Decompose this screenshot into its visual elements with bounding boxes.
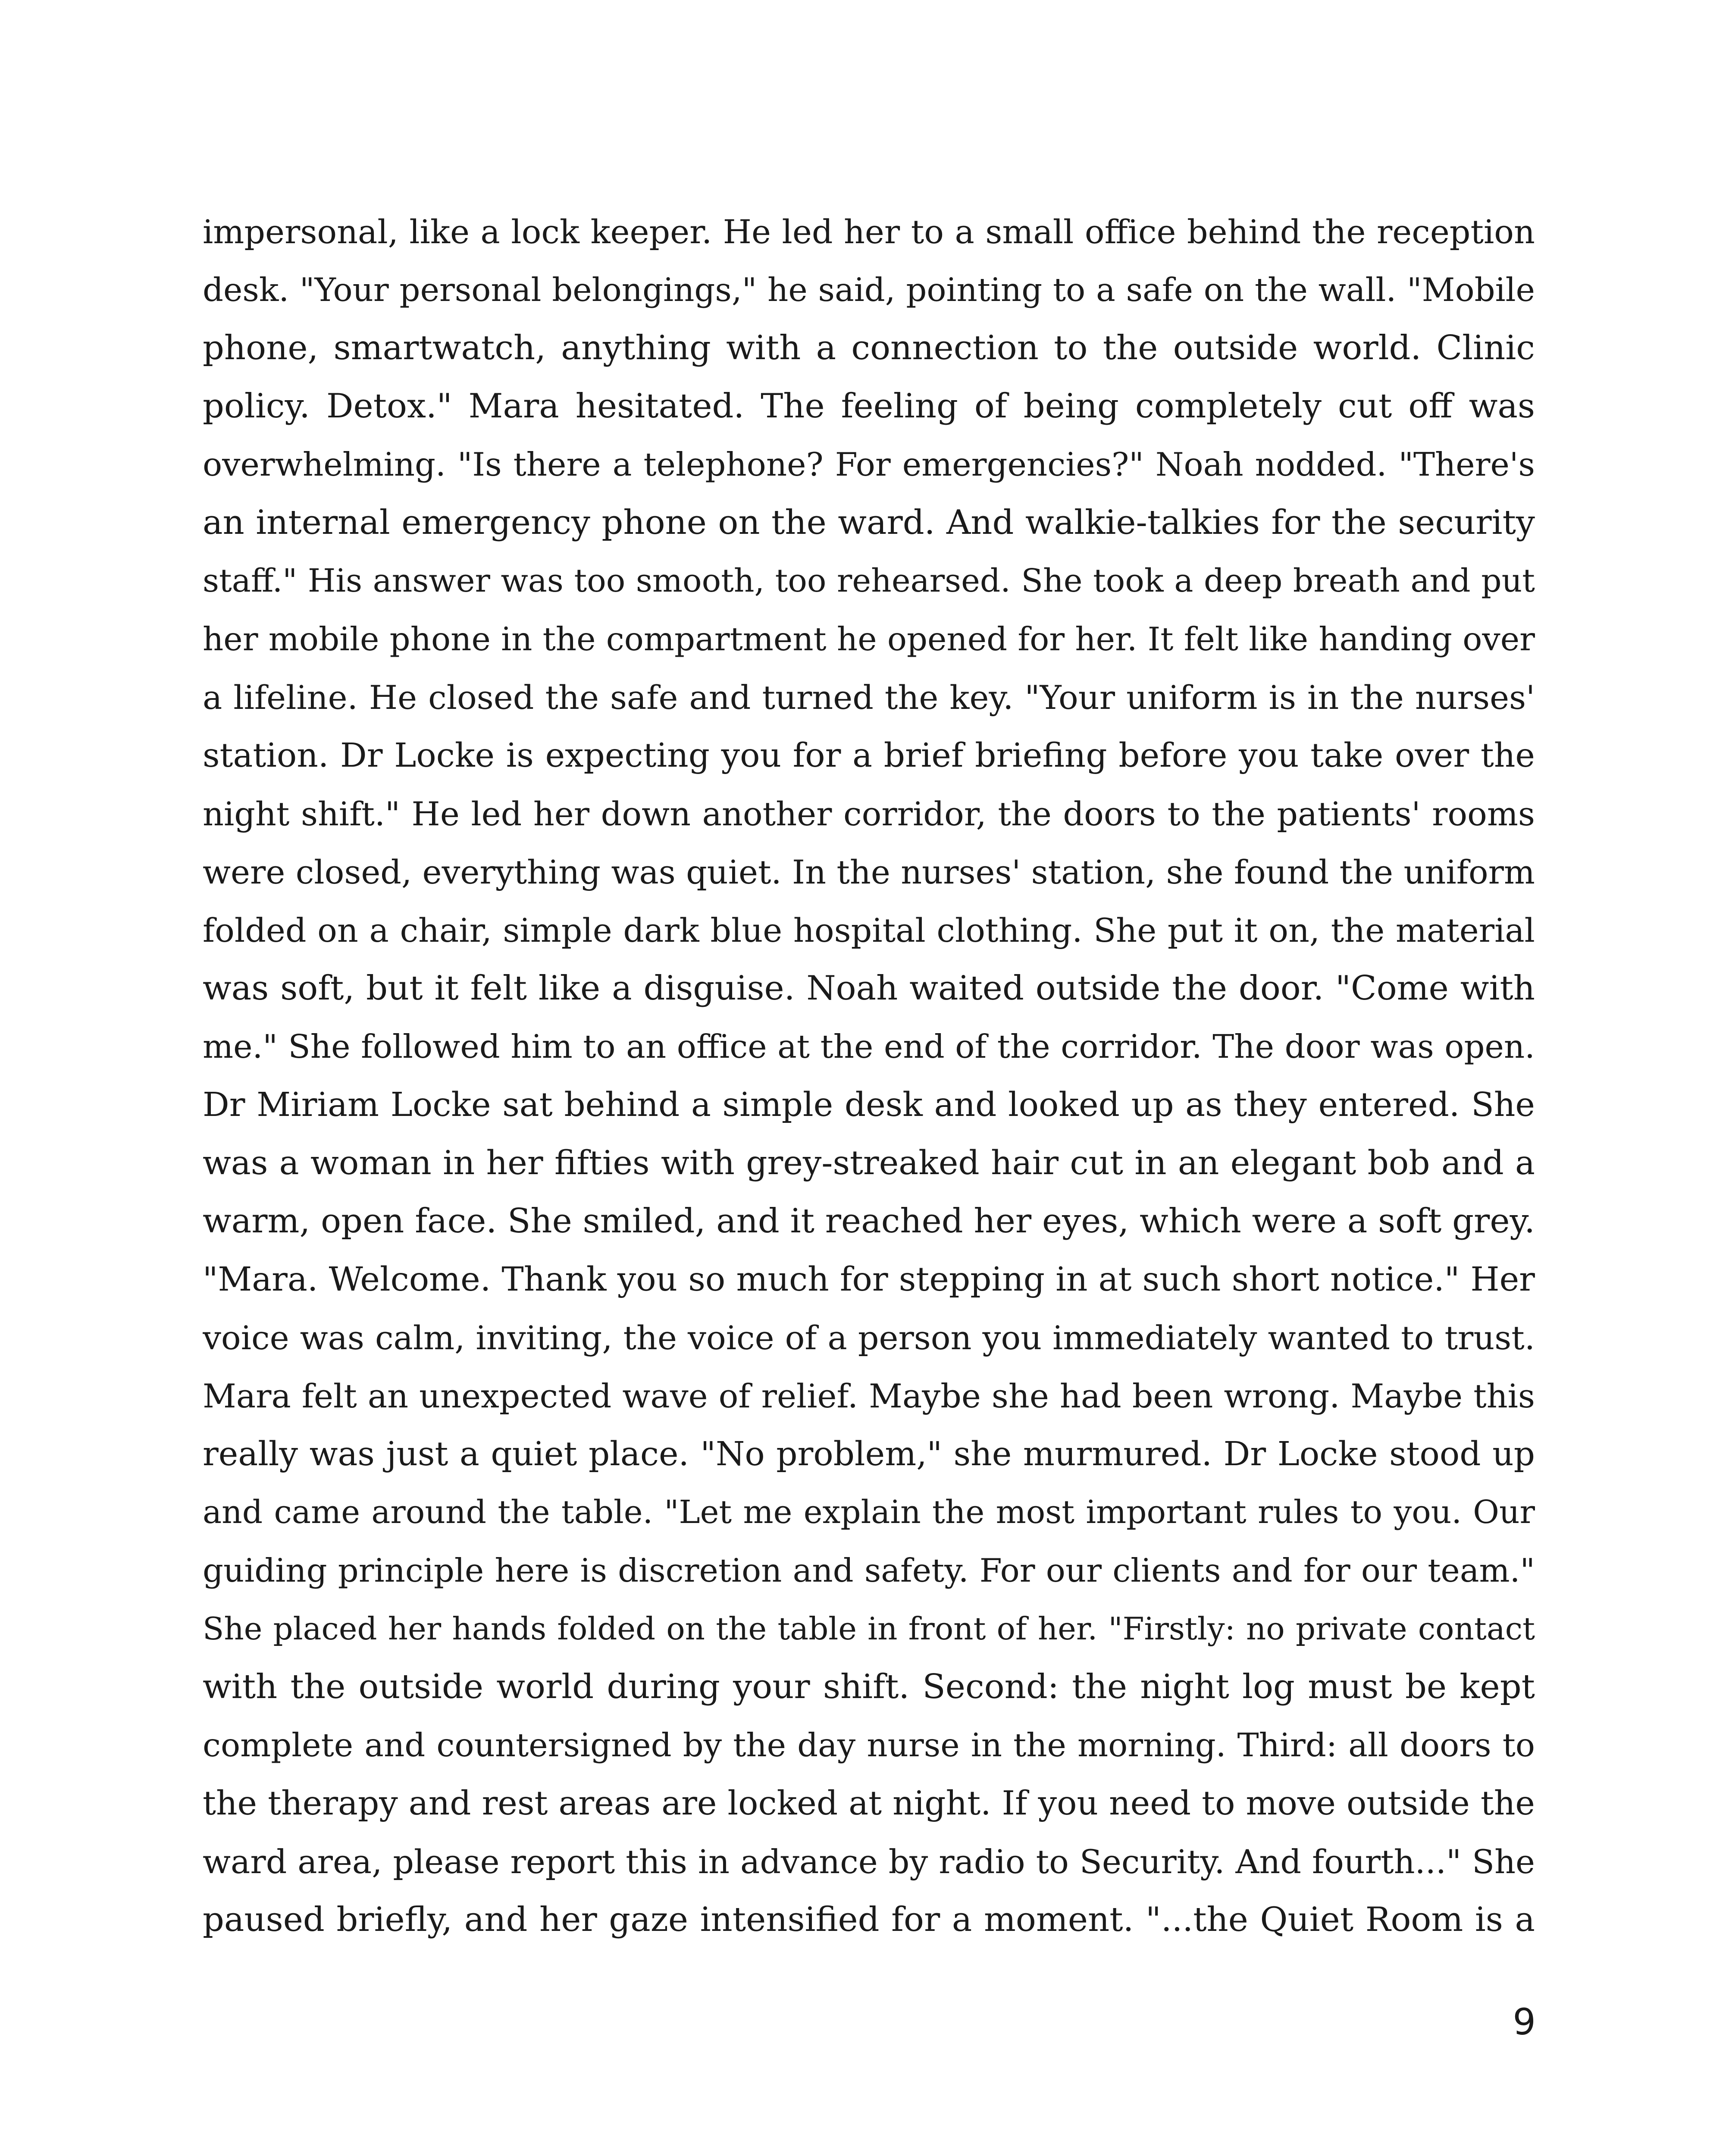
text-line: staff." His answer was too smooth, too rehearsed. She took a deep breath and put — [203, 562, 1535, 599]
text-line: voice was calm, inviting, the voice of a person you immediately wanted to trust. — [203, 1319, 1535, 1357]
text-line: complete and countersigned by the day nurse in the morning. Third: all doors to — [203, 1726, 1535, 1764]
text-line: with the outside world during your shift. Second: the night log must be kept — [203, 1667, 1535, 1706]
page-number: 9 — [1513, 2001, 1536, 2043]
text-line: ward area, please report this in advance by radio to Security. And fourth..." She — [203, 1843, 1535, 1881]
body-text — [203, 203, 1535, 1949]
text-line: and came around the table. "Let me explain the most important rules to you. Our — [203, 1494, 1535, 1531]
text-line: policy. Detox." Mara hesitated. The feeling of being completely cut off was — [203, 387, 1535, 426]
text-line: her mobile phone in the compartment he opened for her. It felt like handing over — [203, 620, 1535, 658]
text-line: a lifeline. He closed the safe and turned the key. "Your uniform is in the nurses' — [203, 678, 1535, 717]
text-line: paused briefly, and her gaze intensified for a moment. "...the Quiet Room is a — [203, 1900, 1535, 1939]
text-line: guiding principle here is discretion and safety. For our clients and for our team." — [203, 1551, 1535, 1589]
text-line: was a woman in her fifties with grey-streaked hair cut in an elegant bob and a — [203, 1144, 1535, 1182]
text-line: night shift." He led her down another corridor, the doors to the patients' rooms — [203, 795, 1535, 833]
text-line: Mara felt an unexpected wave of relief. Maybe she had been wrong. Maybe this — [203, 1377, 1535, 1415]
text-line: desk. "Your personal belongings," he said, pointing to a safe on the wall. "Mobile — [203, 271, 1535, 309]
text-line: was soft, but it felt like a disguise. Noah waited outside the door. "Come with — [203, 969, 1535, 1008]
text-line: me." She followed him to an office at the end of the corridor. The door was open. — [203, 1028, 1535, 1065]
text-line: impersonal, like a lock keeper. He led her to a small office behind the reception — [203, 213, 1535, 251]
text-line: an internal emergency phone on the ward. And walkie-talkies for the security — [203, 503, 1535, 542]
text-line: warm, open face. She smiled, and it reached her eyes, which were a soft grey. — [203, 1202, 1535, 1241]
text-line: folded on a chair, simple dark blue hospital clothing. She put it on, the material — [203, 911, 1535, 950]
text-line: were closed, everything was quiet. In the nurses' station, she found the uniform — [203, 853, 1535, 891]
text-line: station. Dr Locke is expecting you for a brief briefing before you take over the — [203, 736, 1535, 775]
text-line: She placed her hands folded on the table in front of her. "Firstly: no private contact — [203, 1611, 1535, 1647]
text-line: overwhelming. "Is there a telephone? For emergencies?" Noah nodded. "There's — [203, 445, 1535, 483]
text-line: "Mara. Welcome. Thank you so much for stepping in at such short notice." Her — [203, 1260, 1535, 1299]
text-line: really was just a quiet place. "No problem," she murmured. Dr Locke stood up — [203, 1435, 1535, 1473]
text-line: the therapy and rest areas are locked at night. If you need to move outside the — [203, 1784, 1535, 1823]
text-line: Dr Miriam Locke sat behind a simple desk and looked up as they entered. She — [203, 1086, 1535, 1124]
text-line: phone, smartwatch, anything with a connection to the outside world. Clinic — [203, 329, 1535, 367]
